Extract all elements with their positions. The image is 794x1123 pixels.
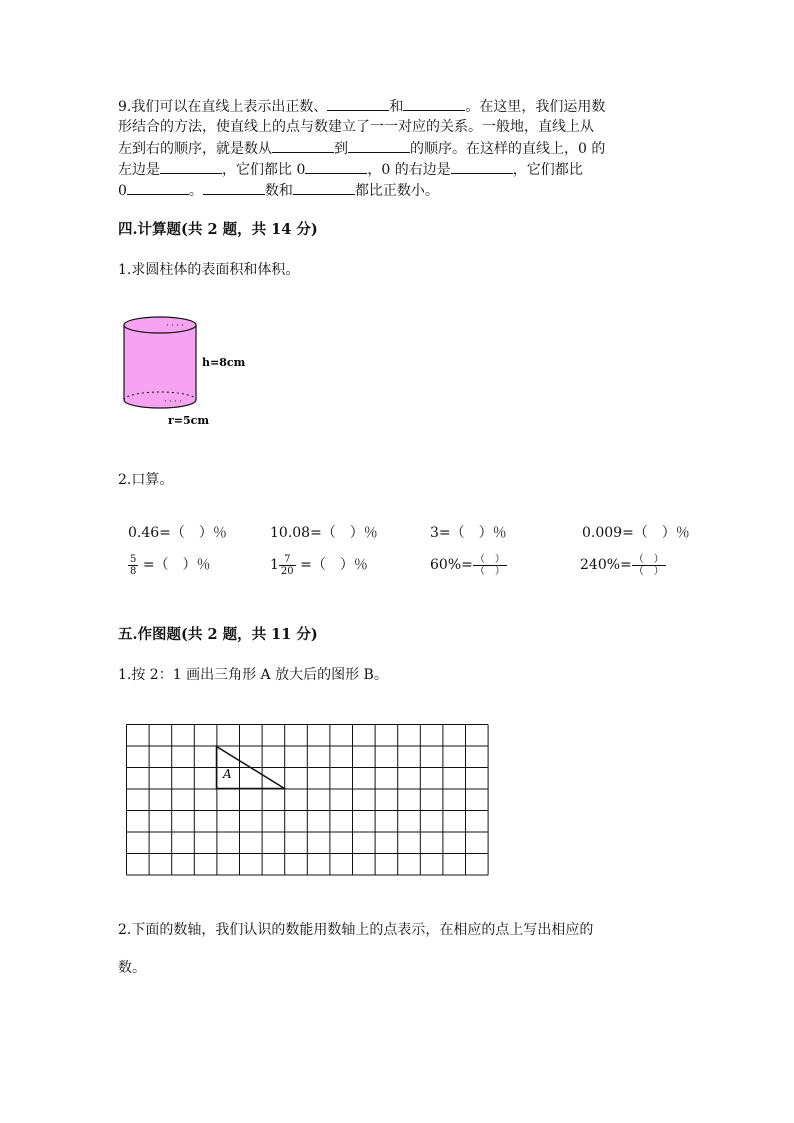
s4-question-2: 2.口算。 (118, 472, 174, 488)
q9-text: 的顺序。在这样的直线上，0 的 (410, 141, 606, 157)
answer-blank[interactable] (293, 180, 355, 195)
calc-item: $\frac{5}{8}$ =（ ）％ (130, 553, 211, 577)
height-label: h=8cm (202, 356, 246, 369)
fraction: $\frac{5}{8}$ (130, 553, 137, 577)
q9-text: 。 (188, 183, 203, 199)
q9-text: 0 (118, 183, 127, 199)
answer-blank[interactable] (305, 159, 367, 174)
q9-text: ，它们都比 0 (222, 162, 306, 178)
q9-line-5 (118, 180, 439, 201)
answer-blank[interactable] (327, 96, 389, 111)
grid-lines (127, 725, 489, 876)
drawing-grid[interactable] (126, 723, 490, 877)
answer-blank[interactable] (160, 159, 222, 174)
s5-question-1: 1.按 2：1 画出三角形 A 放大后的图形 B。 (118, 667, 388, 683)
s4-question-1: 1.求圆柱体的表面积和体积。 (118, 262, 300, 278)
answer-blank[interactable] (403, 96, 465, 111)
q9-text: 左到右的顺序，就是数从 (118, 141, 272, 157)
cylinder-figure (110, 310, 270, 435)
section-5-title: 五.作图题(共 2 题，共 11 分) (118, 626, 318, 643)
cylinder-top (124, 317, 196, 333)
answer-blank[interactable] (272, 138, 334, 153)
s5-question-2-line-1: 2.下面的数轴，我们认识的数能用数轴上的点表示，在相应的点上写出相应的 (118, 922, 594, 938)
q9-text: 和 (389, 99, 404, 115)
q9-text: 形结合的方法，使直线上的点与数建立了一一对应的关系。一般地，直线上从 (118, 119, 594, 135)
fraction: $\frac{7}{20}$ (280, 553, 294, 577)
answer-blank[interactable] (451, 159, 513, 174)
calc-item: 1 $\frac{7}{20}$ =（ ）％ (270, 553, 368, 577)
q9-line-1 (118, 96, 605, 117)
fraction: $\frac{( )}{( )}$ (474, 553, 505, 577)
dots: · · · · (166, 321, 184, 330)
q9-text: 。在这里，我们运用数 (465, 99, 606, 115)
q9-line-3 (118, 138, 605, 159)
calc-item: 60%= $\frac{( )}{( )}$ (430, 553, 505, 577)
q9-text: 都比正数小。 (354, 183, 439, 199)
radius-label: r=5cm (168, 414, 210, 427)
q9-line-2 (118, 117, 594, 137)
q9-line-4 (118, 159, 583, 180)
calc-item: 0.46=（ ）％ (128, 525, 227, 541)
q9-text: 左边是 (118, 162, 160, 178)
section-4-title: 四.计算题(共 2 题，共 14 分) (118, 221, 318, 238)
calc-item: 0.009=（ ）％ (582, 525, 690, 541)
q9-text: 数和 (264, 183, 293, 199)
calc-item: 240%= $\frac{( )}{( )}$ (580, 553, 664, 577)
calc-item: 10.08=（ ）％ (270, 525, 378, 541)
q9-text: 9.我们可以在直线上表示出正数、 (118, 99, 328, 115)
s5-question-2-line-2: 数。 (118, 960, 146, 976)
q9-text: ，0 的右边是 (367, 162, 451, 178)
answer-blank[interactable] (348, 138, 410, 153)
calc-item: 3=（ ）％ (430, 525, 507, 541)
triangle-label: A (223, 767, 232, 781)
cylinder-body (124, 325, 196, 408)
dots: · · · · (164, 397, 182, 406)
fraction: $\frac{( )}{( )}$ (633, 553, 664, 577)
answer-blank[interactable] (127, 180, 189, 195)
q9-text: 到 (334, 141, 348, 157)
answer-blank[interactable] (203, 180, 265, 195)
q9-text: ，它们都比 (512, 162, 583, 178)
